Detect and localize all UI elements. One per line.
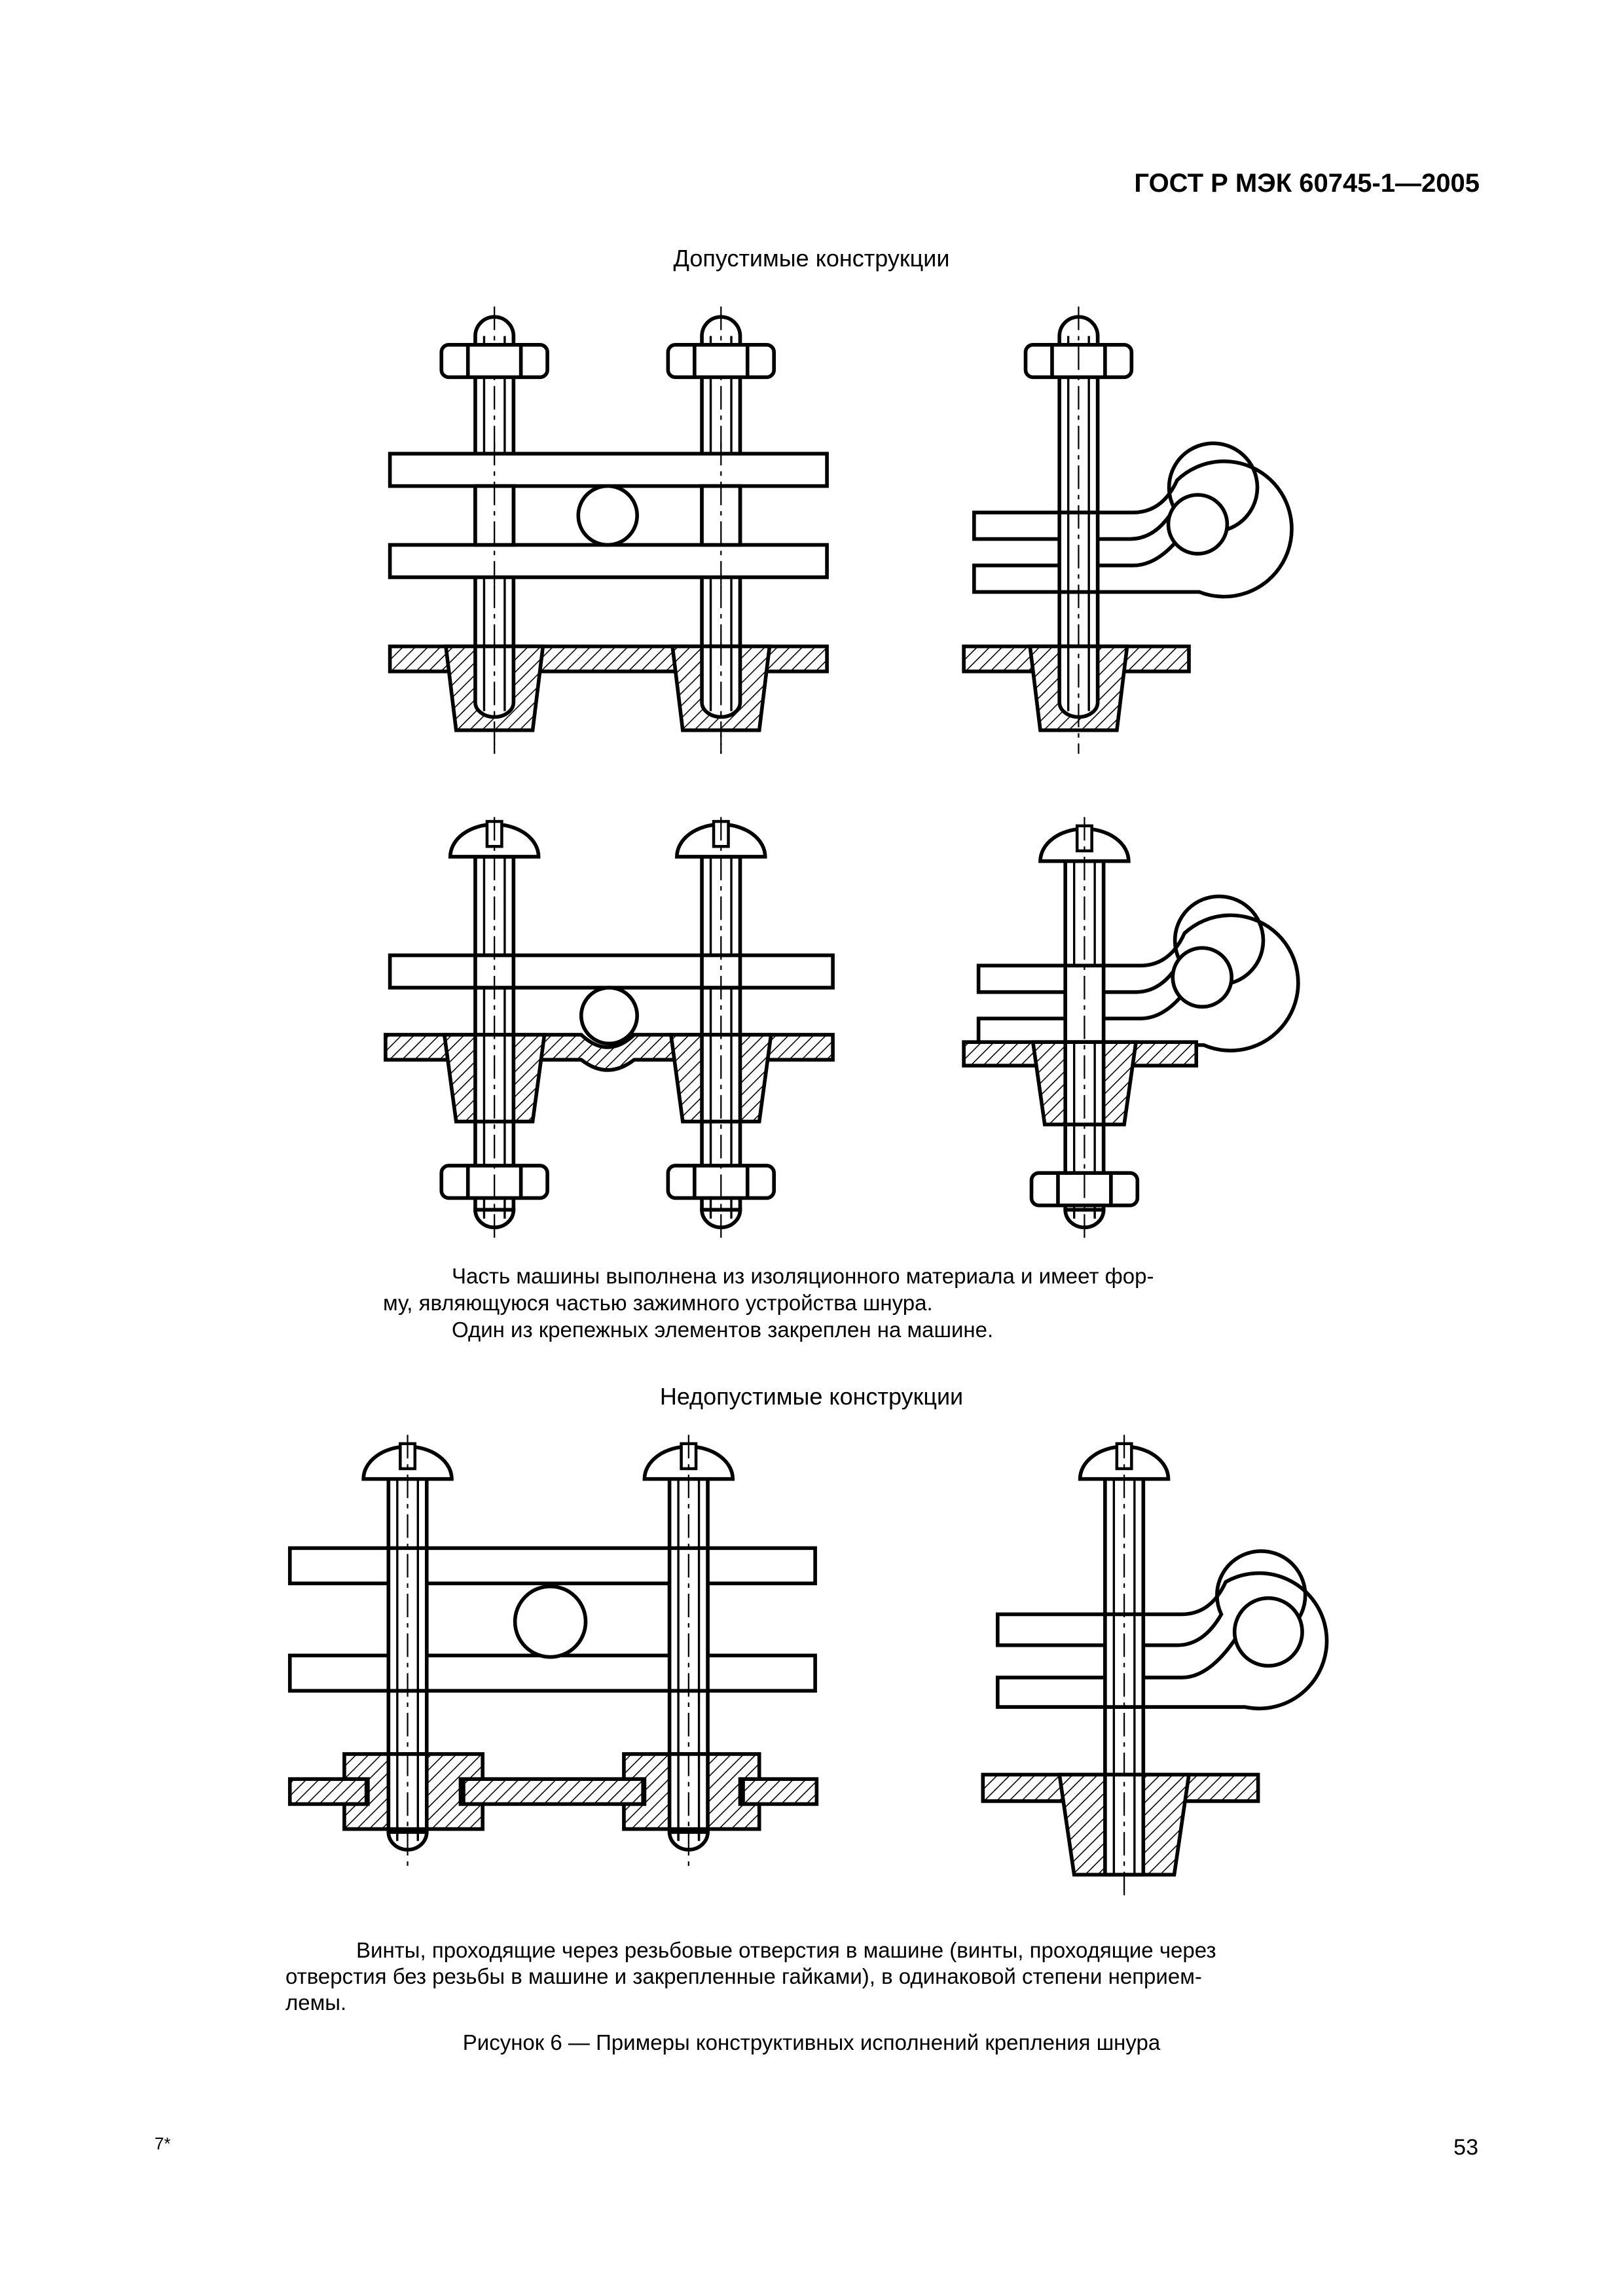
not-allowed-screw-clamp-left (290, 1435, 817, 1866)
section-title-allowed: Допустимые конструкции (673, 245, 950, 272)
section-title-not-allowed: Недопустимые конструкции (659, 1383, 964, 1410)
allowed-note-line-1: Часть машины выполнена из изоляционного материала и имеет фор- (452, 1264, 1154, 1288)
not-allowed-note-line-3: лемы. (285, 1990, 347, 2015)
allowed-screw-clamp-left (386, 817, 833, 1244)
page-number: 53 (1453, 2135, 1478, 2160)
allowed-bolt-clamp-left (390, 306, 828, 753)
allowed-note-line-2: му, являющуюся частью зажимного устройства шнура. (383, 1291, 933, 1315)
document-number: ГОСТ Р МЭК 60745-1—2005 (1134, 169, 1480, 198)
figure-caption: Рисунок 6 — Примеры конструктивных исполнений крепления шнура (462, 2030, 1161, 2054)
allowed-loop-clamp-right (964, 306, 1292, 753)
allowed-note-line-3: Один из крепежных элементов закреплен на машине. (452, 1318, 994, 1342)
not-allowed-note-line-1: Винты, проходящие через резьбовые отверстия в машине (винты, проходящие через (356, 1938, 1216, 1962)
not-allowed-note-line-2: отверстия без резьбы в машине и закрепленные гайками), в одинаковой степени неприем- (285, 1964, 1202, 1988)
not-allowed-loop-clamp-right (983, 1435, 1326, 1898)
allowed-screw-loop-clamp-right (964, 817, 1298, 1244)
sheet-mark: 7* (155, 2134, 171, 2153)
